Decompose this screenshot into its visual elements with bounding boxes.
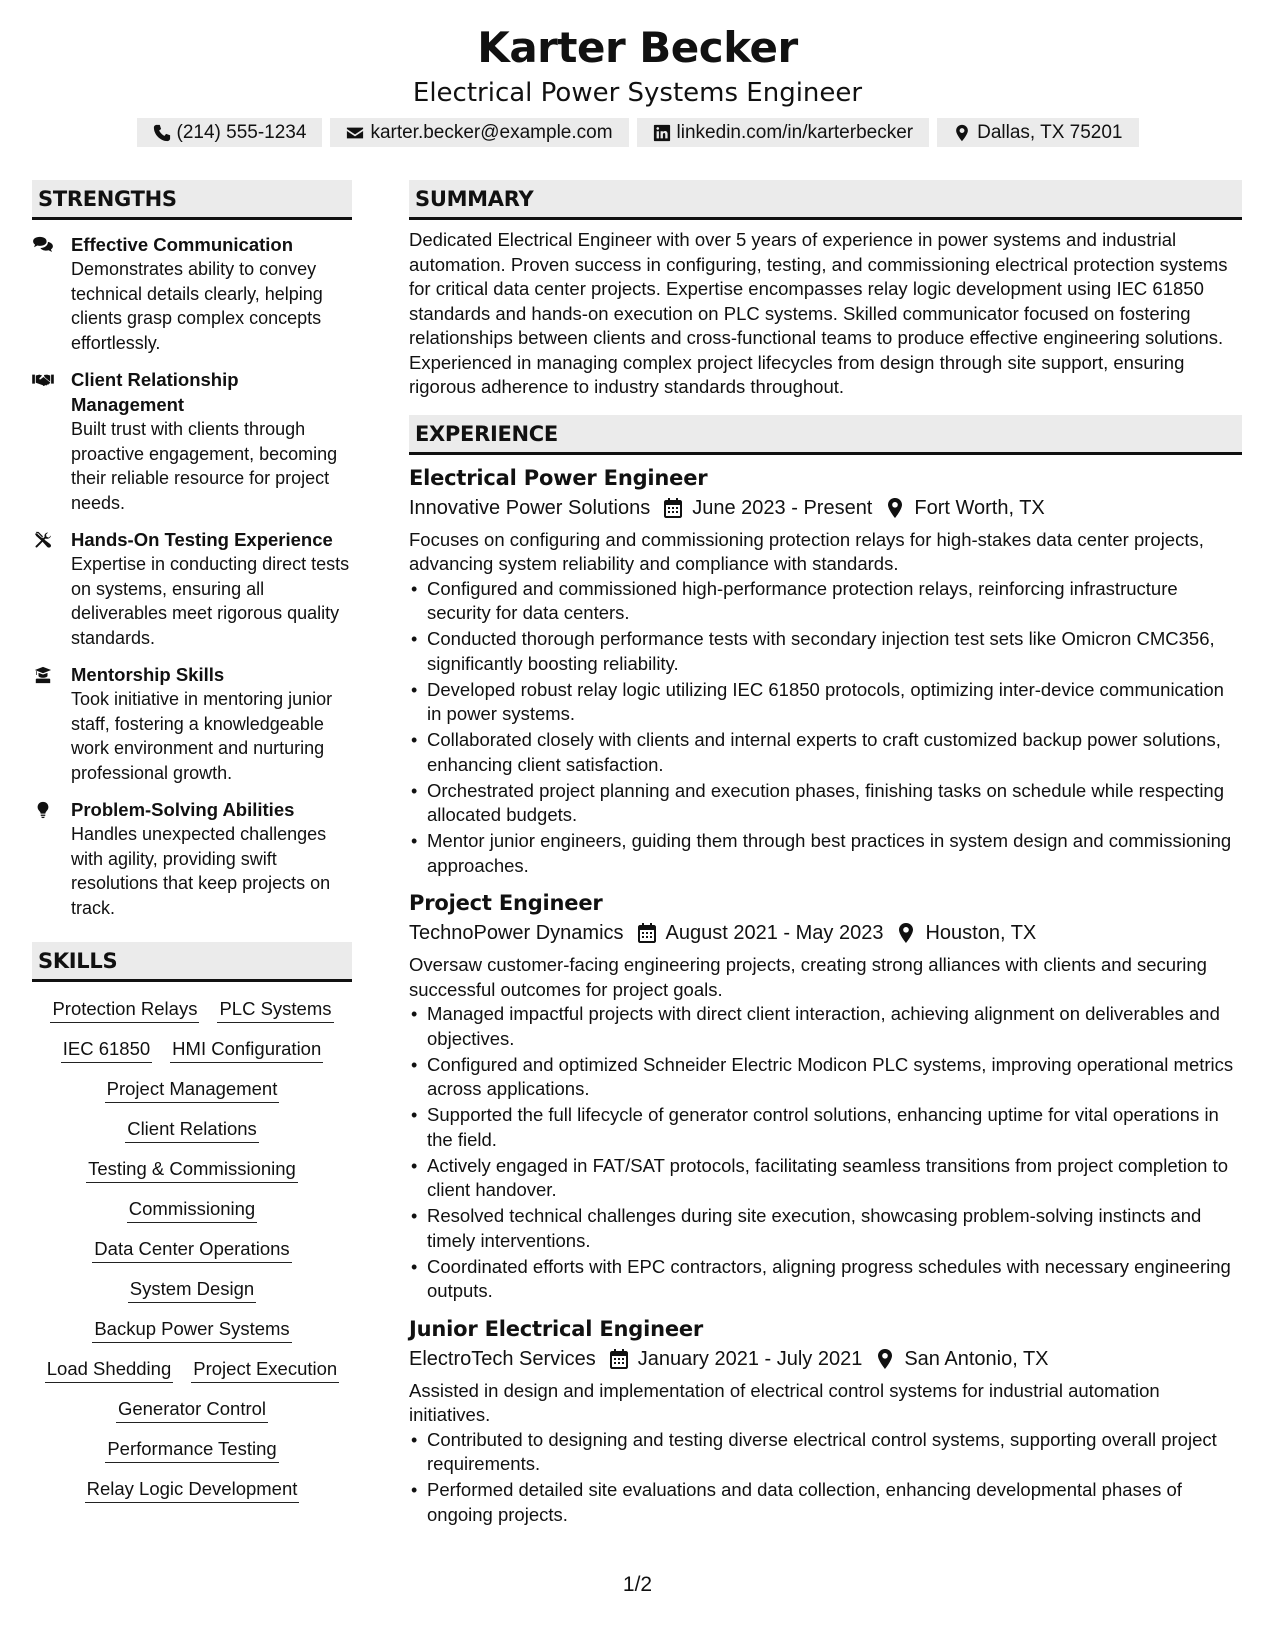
job-meta	[409, 494, 1242, 522]
job-bullets	[409, 1002, 1242, 1304]
job-description: Oversaw customer-facing engineering projects, creating strong alliances with clients and securing successful outcomes for project goals.	[409, 954, 1207, 1000]
job-bullet: • Developed robust relay logic utilizing IEC 61850 protocols, optimizing inter-device communication in power systems.	[427, 678, 1242, 727]
skills-heading: SKILLS	[32, 942, 352, 982]
comments-icon	[32, 236, 54, 254]
left-column	[32, 180, 352, 1503]
strength-item	[32, 232, 352, 355]
strength-title: Effective Communication	[71, 234, 294, 255]
experience-heading: EXPERIENCE	[409, 415, 1242, 455]
summary-text: Dedicated Electrical Engineer with over 5 years of experience in power systems and industrial automation. Proven success in configuring, testing, and commissioning electrical protection systems for critical data center projects. Expertise encompasses relay logic development using IEC 61850 standards and hands-on execution on PLC systems. Skilled communicator focused on fostering relationships between clients and cross-functional teams to produce effective engineering solutions. Experienced in managing complex project lifecycles from design through site support, ensuring rigorous adherence to industry standards throughout.	[409, 229, 1228, 397]
contact-bar	[0, 118, 1275, 147]
strength-desc: Handles unexpected challenges with agility, providing swift resolutions that keep projects on track.	[71, 824, 331, 918]
contact-email[interactable]	[330, 118, 628, 147]
skill-tag: HMI Configuration	[170, 1035, 323, 1063]
strength-item	[32, 367, 352, 515]
graduation-cap-icon	[32, 666, 54, 684]
strength-title: Mentorship Skills	[71, 664, 225, 685]
contact-linkedin-text: linkedin.com/in/karterbecker	[676, 121, 914, 143]
map-pin-icon	[897, 923, 915, 943]
skill-tag: Performance Testing	[105, 1435, 278, 1463]
map-pin-icon	[953, 124, 971, 142]
job-bullet: • Coordinated efforts with EPC contractors, aligning progress schedules with necessary engineering outputs.	[427, 1255, 1242, 1304]
contact-linkedin[interactable]	[637, 118, 930, 147]
linkedin-icon	[653, 124, 671, 142]
job-bullet: • Configured and optimized Schneider Electric Modicon PLC systems, improving operational metrics across applications.	[427, 1053, 1242, 1102]
job-bullet: • Contributed to designing and testing diverse electrical control systems, supporting overall project requirements.	[427, 1428, 1242, 1477]
job-entry	[409, 1314, 1242, 1528]
job-bullets	[409, 577, 1242, 879]
job-location: San Antonio, TX	[904, 1347, 1049, 1370]
job-entry	[409, 463, 1242, 879]
skill-tag: Protection Relays	[50, 995, 199, 1023]
calendar-icon	[610, 1349, 628, 1369]
skill-tag: Data Center Operations	[92, 1235, 291, 1263]
job-bullet: • Mentor junior engineers, guiding them through best practices in system design and commissioning approaches.	[427, 829, 1242, 878]
strength-item	[32, 662, 352, 785]
job-meta	[409, 1345, 1242, 1373]
calendar-icon	[638, 923, 656, 943]
skill-tag: PLC Systems	[217, 995, 333, 1023]
job-dates: January 2021 - July 2021	[637, 1347, 863, 1370]
job-location: Fort Worth, TX	[914, 496, 1045, 519]
job-title: Project Engineer	[409, 891, 603, 915]
job-bullet: • Performed detailed site evaluations and data collection, enhancing developmental phases of ongoing projects.	[427, 1478, 1242, 1527]
right-column	[409, 180, 1242, 1537]
contact-phone[interactable]	[137, 118, 323, 147]
handshake-icon	[32, 371, 54, 389]
strength-desc: Expertise in conducting direct tests on systems, ensuring all deliverables meet rigorous quality standards.	[71, 554, 350, 648]
job-bullet: • Actively engaged in FAT/SAT protocols, facilitating seamless transitions from project completion to client handover.	[427, 1154, 1242, 1203]
strength-title: Problem-Solving Abilities	[71, 799, 295, 820]
skill-tag: Commissioning	[127, 1195, 257, 1223]
job-bullet: • Resolved technical challenges during site execution, showcasing problem-solving instincts and timely interventions.	[427, 1204, 1242, 1253]
job-meta	[409, 919, 1242, 947]
skill-tag: Generator Control	[116, 1395, 268, 1423]
job-bullet: • Collaborated closely with clients and internal experts to craft customized backup power solutions, enhancing client satisfaction.	[427, 728, 1242, 777]
contact-location	[937, 118, 1138, 147]
envelope-icon	[346, 124, 364, 142]
candidate-title: Electrical Power Systems Engineer	[412, 78, 863, 108]
strength-title: Client Relationship Management	[71, 369, 239, 415]
lightbulb-icon	[32, 801, 54, 819]
contact-phone-text: (214) 555-1234	[176, 121, 307, 143]
strength-item	[32, 527, 352, 650]
job-location: Houston, TX	[925, 922, 1037, 944]
job-dates: August 2021 - May 2023	[665, 922, 884, 944]
job-entry	[409, 888, 1242, 1304]
contact-email-text: karter.becker@example.com	[370, 121, 613, 143]
tools-icon	[32, 531, 54, 549]
skill-tag: Relay Logic Development	[85, 1475, 300, 1503]
summary-heading: SUMMARY	[409, 180, 1242, 220]
job-bullet: • Conducted thorough performance tests with secondary injection test sets like Omicron CMC356, significantly boosting reliability.	[427, 627, 1242, 676]
strengths-list	[32, 232, 352, 920]
job-title: Electrical Power Engineer	[409, 465, 708, 490]
skill-tag: Load Shedding	[45, 1355, 173, 1383]
strength-desc: Took initiative in mentoring junior staff, fostering a knowledgeable work environment and nurturing professional growth.	[71, 689, 333, 783]
skill-tag: System Design	[128, 1275, 256, 1303]
job-title: Junior Electrical Engineer	[409, 1316, 704, 1341]
strength-desc: Demonstrates ability to convey technical details clearly, helping clients grasp complex concepts effortlessly.	[71, 259, 323, 353]
job-bullet: • Orchestrated project planning and execution phases, finishing tasks on schedule while respecting allocated budgets.	[427, 779, 1242, 828]
calendar-icon	[664, 498, 682, 518]
skill-tag: Backup Power Systems	[92, 1315, 291, 1343]
resume-header	[0, 22, 1275, 147]
map-pin-icon	[876, 1349, 894, 1369]
skill-tag: Testing & Commissioning	[86, 1155, 298, 1183]
job-bullet: • Configured and commissioned high-performance protection relays, reinforcing infrastructure security for data centers.	[427, 577, 1242, 626]
strengths-heading: STRENGTHS	[32, 180, 352, 220]
job-company: TechnoPower Dynamics	[409, 922, 624, 944]
contact-location-text: Dallas, TX 75201	[977, 121, 1123, 143]
skill-tag: IEC 61850	[61, 1035, 152, 1063]
phone-icon	[153, 124, 171, 142]
skill-tag: Project Execution	[191, 1355, 339, 1383]
candidate-name: Karter Becker	[477, 23, 798, 72]
job-company: Innovative Power Solutions	[409, 496, 651, 519]
page-number: 1/2	[622, 1573, 653, 1596]
job-description: Assisted in design and implementation of electrical control systems for industrial automation initiatives.	[409, 1379, 1160, 1425]
skills-list	[32, 995, 352, 1503]
skill-tag: Client Relations	[125, 1115, 259, 1143]
job-company: ElectroTech Services	[409, 1347, 596, 1370]
job-bullet: • Managed impactful projects with direct client interaction, achieving alignment on deliverables and objectives.	[427, 1002, 1242, 1051]
job-bullets	[409, 1428, 1242, 1528]
job-dates: June 2023 - Present	[692, 496, 873, 519]
strength-title: Hands-On Testing Experience	[71, 529, 333, 550]
map-pin-icon	[886, 498, 904, 518]
job-description: Focuses on configuring and commissioning protection relays for high-stakes data center projects, advancing system reliability and compliance with standards.	[409, 528, 1204, 574]
job-bullet: • Supported the full lifecycle of generator control solutions, enhancing uptime for vital operations in the field.	[427, 1103, 1242, 1152]
skill-tag: Project Management	[105, 1075, 280, 1103]
strength-item	[32, 797, 352, 920]
strength-desc: Built trust with clients through proactive engagement, becoming their reliable resource for project needs.	[71, 419, 338, 513]
